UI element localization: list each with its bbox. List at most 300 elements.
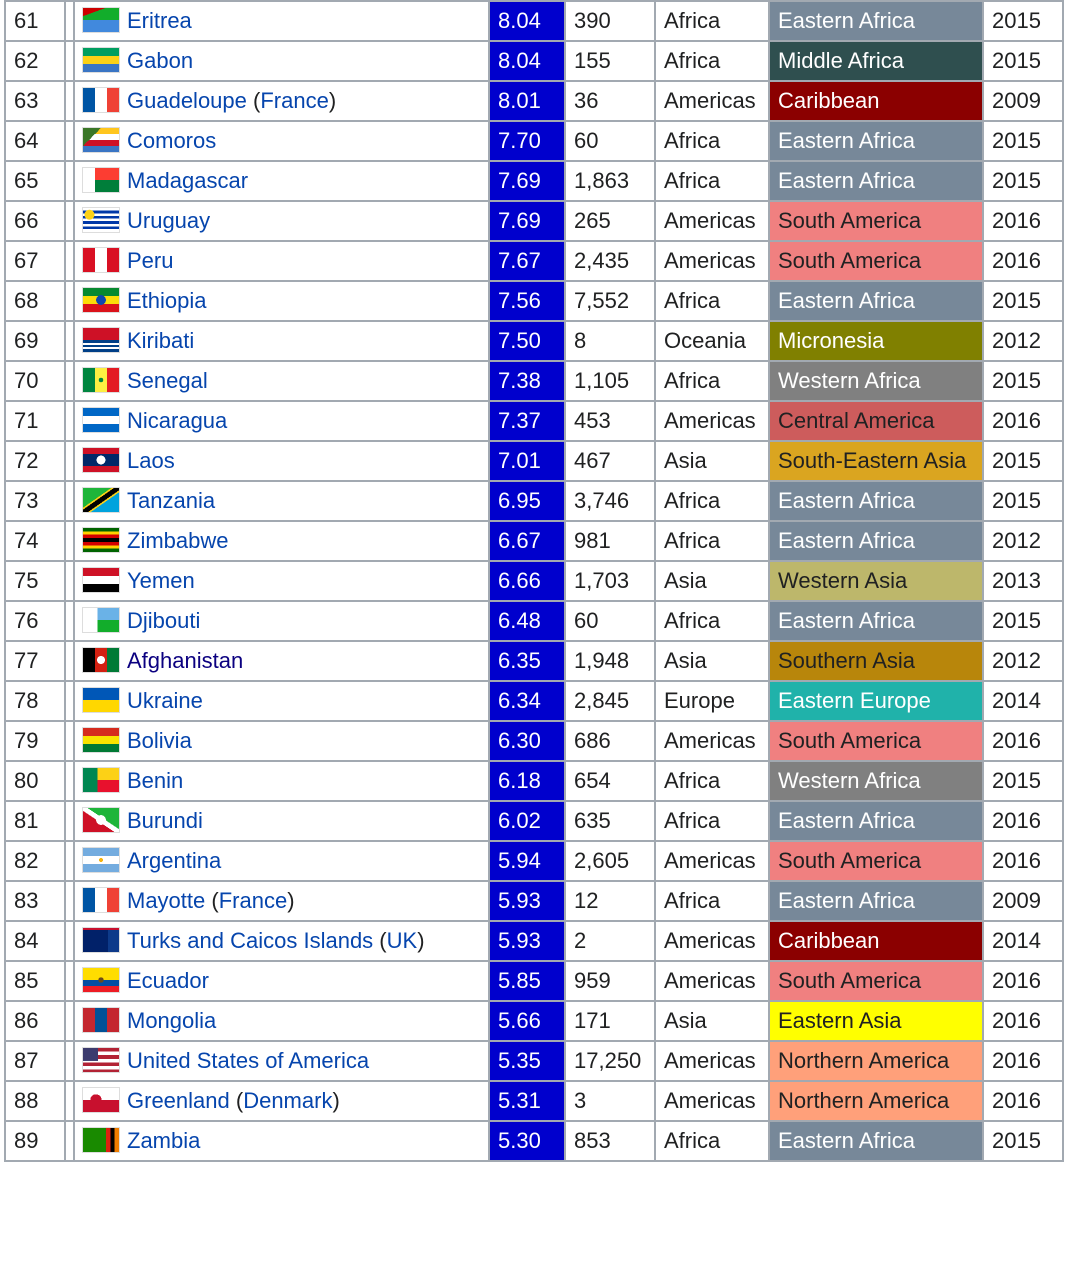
rate-value: 5.94 [498,848,541,873]
uruguay-flag-icon [83,208,119,232]
table-row [5,401,1063,441]
subregion-value: South America [778,208,922,233]
year-cell [983,841,1063,881]
count-cell [565,841,655,881]
rank-cell [5,81,65,121]
spacer-cell [65,481,74,521]
rank-cell [5,401,65,441]
country-cell: Mayotte (France) [74,881,489,921]
subregion-cell [769,201,983,241]
rate-value: 8.01 [498,88,541,113]
gabon-flag-icon [83,48,119,72]
subregion-value: Central America [778,408,935,433]
country-link[interactable]: United States of America [127,1048,370,1073]
year-cell [983,801,1063,841]
year-value: 2012 [992,648,1041,673]
rate-cell [489,1121,565,1161]
france-flag-icon [83,88,119,112]
subregion-value: Eastern Africa [778,608,915,633]
continent-value: Africa [664,168,721,193]
rate-cell [489,161,565,201]
continent-value: Africa [664,528,721,553]
continent-cell [655,401,769,441]
country-link[interactable]: Ukraine [127,688,203,713]
subregion-value: Eastern Africa [778,488,915,513]
rate-value: 7.38 [498,368,541,393]
year-value: 2015 [992,288,1041,313]
count-value: 1,863 [574,168,630,193]
rate-cell [489,201,565,241]
rank-cell [5,1041,65,1081]
rate-cell [489,801,565,841]
spacer-cell [65,1121,74,1161]
rate-value: 6.35 [498,648,541,673]
year-cell [983,1081,1063,1121]
country-link[interactable]: Zimbabwe [127,528,229,553]
country-cell [74,201,489,241]
table-row [5,121,1063,161]
country-link[interactable]: Afghanistan [127,648,244,673]
subregion-cell [769,841,983,881]
continent-value: Africa [664,288,721,313]
subregion-value: Eastern Africa [778,8,915,33]
subregion-value: Eastern Africa [778,128,915,153]
continent-cell [655,1001,769,1041]
subregion-cell [769,281,983,321]
country-cell [74,1001,489,1041]
rate-value: 6.67 [498,528,541,553]
year-value: 2015 [992,488,1041,513]
country-link[interactable]: Turks and Caicos Islands [127,928,374,953]
subregion-cell [769,321,983,361]
count-cell [565,801,655,841]
continent-value: Europe [664,688,735,713]
spacer-cell [65,521,74,561]
subregion-cell [769,1121,983,1161]
spacer-cell [65,921,74,961]
country-cell [74,961,489,1001]
djibouti-flag-icon [83,608,119,632]
continent-cell [655,441,769,481]
subregion-cell [769,41,983,81]
rate-cell [489,41,565,81]
count-value: 467 [574,448,611,473]
continent-cell [655,241,769,281]
subregion-cell [769,121,983,161]
country-link[interactable]: Tanzania [127,488,216,513]
sovereign-link[interactable]: France [260,88,329,113]
continent-value: Africa [664,368,721,393]
continent-cell [655,321,769,361]
country-link[interactable]: Madagascar [127,168,249,193]
country-cell: Greenland (Denmark) [74,1081,489,1121]
rank-cell [5,801,65,841]
country-link[interactable]: Argentina [127,848,222,873]
year-cell [983,201,1063,241]
rank-cell [5,441,65,481]
continent-cell [655,1121,769,1161]
subregion-value: Micronesia [778,328,885,353]
year-cell [983,121,1063,161]
year-cell [983,1001,1063,1041]
rank-cell [5,921,65,961]
continent-value: Asia [664,1008,707,1033]
country-cell [74,721,489,761]
year-value: 2015 [992,368,1041,393]
count-value: 853 [574,1128,611,1153]
country-link[interactable]: Djibouti [127,608,201,633]
spacer-cell [65,681,74,721]
country-link[interactable]: Gabon [127,48,194,73]
spacer-cell [65,241,74,281]
rank-cell [5,321,65,361]
country-link[interactable]: Bolivia [127,728,192,753]
subregion-value: Eastern Africa [778,888,915,913]
rank-cell [5,41,65,81]
rate-value: 7.01 [498,448,541,473]
spacer-cell [65,801,74,841]
rank-value: 88 [14,1088,39,1113]
kiribati-flag-icon [83,328,119,352]
continent-value: Americas [664,248,756,273]
rank-value: 85 [14,968,39,993]
table-row [5,521,1063,561]
country-cell [74,801,489,841]
year-cell [983,601,1063,641]
sovereign-link[interactable]: Denmark [243,1088,333,1113]
count-value: 635 [574,808,611,833]
rate-value: 6.02 [498,808,541,833]
count-cell [565,1121,655,1161]
subregion-cell [769,761,983,801]
spacer-cell [65,1041,74,1081]
rank-cell [5,201,65,241]
country-cell [74,601,489,641]
subregion-cell [769,921,983,961]
spacer-cell [65,841,74,881]
year-cell [983,1041,1063,1081]
burundi-flag-icon [83,808,119,832]
rank-cell [5,561,65,601]
rank-cell [5,161,65,201]
continent-cell [655,761,769,801]
year-cell [983,521,1063,561]
count-value: 2,845 [574,688,630,713]
rate-value: 5.31 [498,1088,541,1113]
subregion-value: South America [778,728,922,753]
rank-value: 89 [14,1128,39,1153]
continent-cell [655,921,769,961]
subregion-cell [769,1081,983,1121]
country-cell [74,121,489,161]
continent-value: Americas [664,88,756,113]
spacer-cell [65,721,74,761]
year-value: 2016 [992,808,1041,833]
year-cell [983,561,1063,601]
rank-value: 80 [14,768,39,793]
rank-value: 75 [14,568,39,593]
rank-value: 76 [14,608,39,633]
year-value: 2014 [992,928,1041,953]
table-row [5,1081,1063,1121]
table-body [5,1,1063,1161]
count-value: 3 [574,1088,587,1113]
country-link[interactable]: Guadeloupe [127,88,247,113]
rate-cell [489,721,565,761]
table-row [5,641,1063,681]
ukraine-flag-icon [83,688,119,712]
continent-value: Africa [664,1128,721,1153]
continent-value: Asia [664,648,707,673]
subregion-value: Eastern Africa [778,168,915,193]
zimbabwe-flag-icon [83,528,119,552]
yemen-flag-icon [83,568,119,592]
country-cell [74,1041,489,1081]
subregion-cell [769,561,983,601]
count-cell [565,281,655,321]
year-value: 2016 [992,1008,1041,1033]
country-link[interactable]: Ethiopia [127,288,207,313]
spacer-cell [65,121,74,161]
country-link[interactable]: Greenland [127,1088,230,1113]
continent-value: Africa [664,808,721,833]
rate-cell [489,481,565,521]
subregion-cell [769,1041,983,1081]
country-link[interactable]: Burundi [127,808,203,833]
continent-cell [655,161,769,201]
subregion-cell [769,881,983,921]
rate-value: 7.69 [498,208,541,233]
count-value: 171 [574,1008,611,1033]
country-cell [74,281,489,321]
spacer-cell [65,401,74,441]
spacer-cell [65,161,74,201]
count-cell [565,601,655,641]
table-row [5,1041,1063,1081]
year-value: 2015 [992,168,1041,193]
count-cell [565,1,655,41]
rate-value: 6.95 [498,488,541,513]
country-cell [74,361,489,401]
country-link[interactable]: Benin [127,768,184,793]
rank-cell [5,681,65,721]
subregion-value: Eastern Africa [778,528,915,553]
table-row [5,921,1063,961]
table-row [5,721,1063,761]
subregion-cell [769,81,983,121]
count-cell [565,121,655,161]
subregion-cell [769,241,983,281]
subregion-cell [769,961,983,1001]
country-cell [74,401,489,441]
spacer-cell [65,321,74,361]
year-cell [983,281,1063,321]
rate-cell [489,841,565,881]
spacer-cell [65,1001,74,1041]
country-link[interactable]: Ecuador [127,968,209,993]
country-cell [74,681,489,721]
rank-cell [5,1121,65,1161]
rate-cell [489,561,565,601]
comoros-flag-icon [83,128,119,152]
country-link[interactable]: Mayotte [127,888,206,913]
year-value: 2015 [992,8,1041,33]
rank-cell [5,361,65,401]
rate-value: 7.67 [498,248,541,273]
rank-value: 84 [14,928,39,953]
rate-cell [489,441,565,481]
count-cell [565,721,655,761]
count-value: 36 [574,88,599,113]
subregion-cell [769,801,983,841]
country-cell [74,41,489,81]
rate-value: 5.93 [498,928,541,953]
rank-cell [5,481,65,521]
continent-value: Africa [664,608,721,633]
rank-value: 77 [14,648,39,673]
rate-value: 7.70 [498,128,541,153]
rank-cell [5,1,65,41]
country-link[interactable]: Zambia [127,1128,201,1153]
rate-cell [489,81,565,121]
year-value: 2012 [992,328,1041,353]
count-value: 60 [574,608,599,633]
rank-value: 87 [14,1048,39,1073]
continent-cell [655,281,769,321]
rank-cell [5,281,65,321]
table-row [5,1001,1063,1041]
subregion-value: Western Africa [778,768,921,793]
rank-value: 72 [14,448,39,473]
year-value: 2016 [992,848,1041,873]
continent-cell [655,881,769,921]
spacer-cell [65,881,74,921]
count-value: 12 [574,888,599,913]
rate-cell [489,1041,565,1081]
country-cell: Guadeloupe (France) [74,81,489,121]
continent-cell [655,41,769,81]
country-link[interactable]: Uruguay [127,208,211,233]
country-link[interactable]: Nicaragua [127,408,228,433]
count-cell [565,881,655,921]
sovereign-link[interactable]: France [218,888,288,913]
country-link[interactable]: Senegal [127,368,208,393]
rate-value: 5.85 [498,968,541,993]
year-cell [983,361,1063,401]
rank-value: 86 [14,1008,39,1033]
rank-value: 83 [14,888,39,913]
count-value: 3,746 [574,488,630,513]
subregion-value: Eastern Africa [778,808,915,833]
rank-cell [5,641,65,681]
country-link[interactable]: Eritrea [127,8,192,33]
benin-flag-icon [83,768,119,792]
rate-cell [489,641,565,681]
rate-value: 8.04 [498,8,541,33]
rate-value: 6.48 [498,608,541,633]
count-value: 1,105 [574,368,630,393]
year-value: 2014 [992,688,1041,713]
count-cell [565,1081,655,1121]
rank-value: 79 [14,728,39,753]
subregion-value: South America [778,248,922,273]
spacer-cell [65,761,74,801]
count-cell [565,241,655,281]
subregion-cell [769,641,983,681]
country-cell [74,561,489,601]
year-value: 2016 [992,728,1041,753]
subregion-value: Northern America [778,1048,950,1073]
count-value: 265 [574,208,611,233]
table-row [5,441,1063,481]
rank-cell [5,881,65,921]
country-link[interactable]: Laos [127,448,175,473]
year-cell [983,481,1063,521]
continent-value: Oceania [664,328,746,353]
subregion-value: South-Eastern Asia [778,448,967,473]
table-row [5,81,1063,121]
continent-cell [655,721,769,761]
continent-value: Americas [664,968,756,993]
rank-value: 82 [14,848,39,873]
year-value: 2016 [992,1048,1041,1073]
subregion-value: Eastern Africa [778,288,915,313]
table-row [5,761,1063,801]
rate-value: 6.18 [498,768,541,793]
count-value: 1,948 [574,648,630,673]
year-value: 2016 [992,248,1041,273]
sovereign-link[interactable]: UK [386,928,418,953]
subregion-value: Middle Africa [778,48,904,73]
count-cell [565,521,655,561]
rate-cell [489,281,565,321]
mongolia-flag-icon [83,1008,119,1032]
rank-value: 63 [14,88,39,113]
rate-value: 7.69 [498,168,541,193]
table-row [5,1121,1063,1161]
country-link[interactable]: Peru [127,248,174,273]
rate-cell [489,321,565,361]
count-value: 686 [574,728,611,753]
year-value: 2013 [992,568,1041,593]
spacer-cell [65,281,74,321]
table-row [5,881,1063,921]
country-link[interactable]: Yemen [127,568,195,593]
continent-value: Americas [664,208,756,233]
year-cell [983,401,1063,441]
table-row [5,1,1063,41]
year-cell [983,721,1063,761]
subregion-value: Caribbean [778,928,880,953]
rate-value: 6.66 [498,568,541,593]
country-link[interactable]: Mongolia [127,1008,217,1033]
country-link[interactable]: Kiribati [127,328,195,353]
count-value: 7,552 [574,288,630,313]
spacer-cell [65,201,74,241]
count-cell [565,161,655,201]
table-row [5,241,1063,281]
subregion-value: South America [778,968,922,993]
tanzania-flag-icon [83,488,119,512]
count-cell [565,401,655,441]
continent-cell [655,121,769,161]
spacer-cell [65,561,74,601]
count-cell [565,1041,655,1081]
subregion-cell [769,401,983,441]
country-link[interactable]: Comoros [127,128,217,153]
rate-cell [489,761,565,801]
count-value: 2 [574,928,587,953]
